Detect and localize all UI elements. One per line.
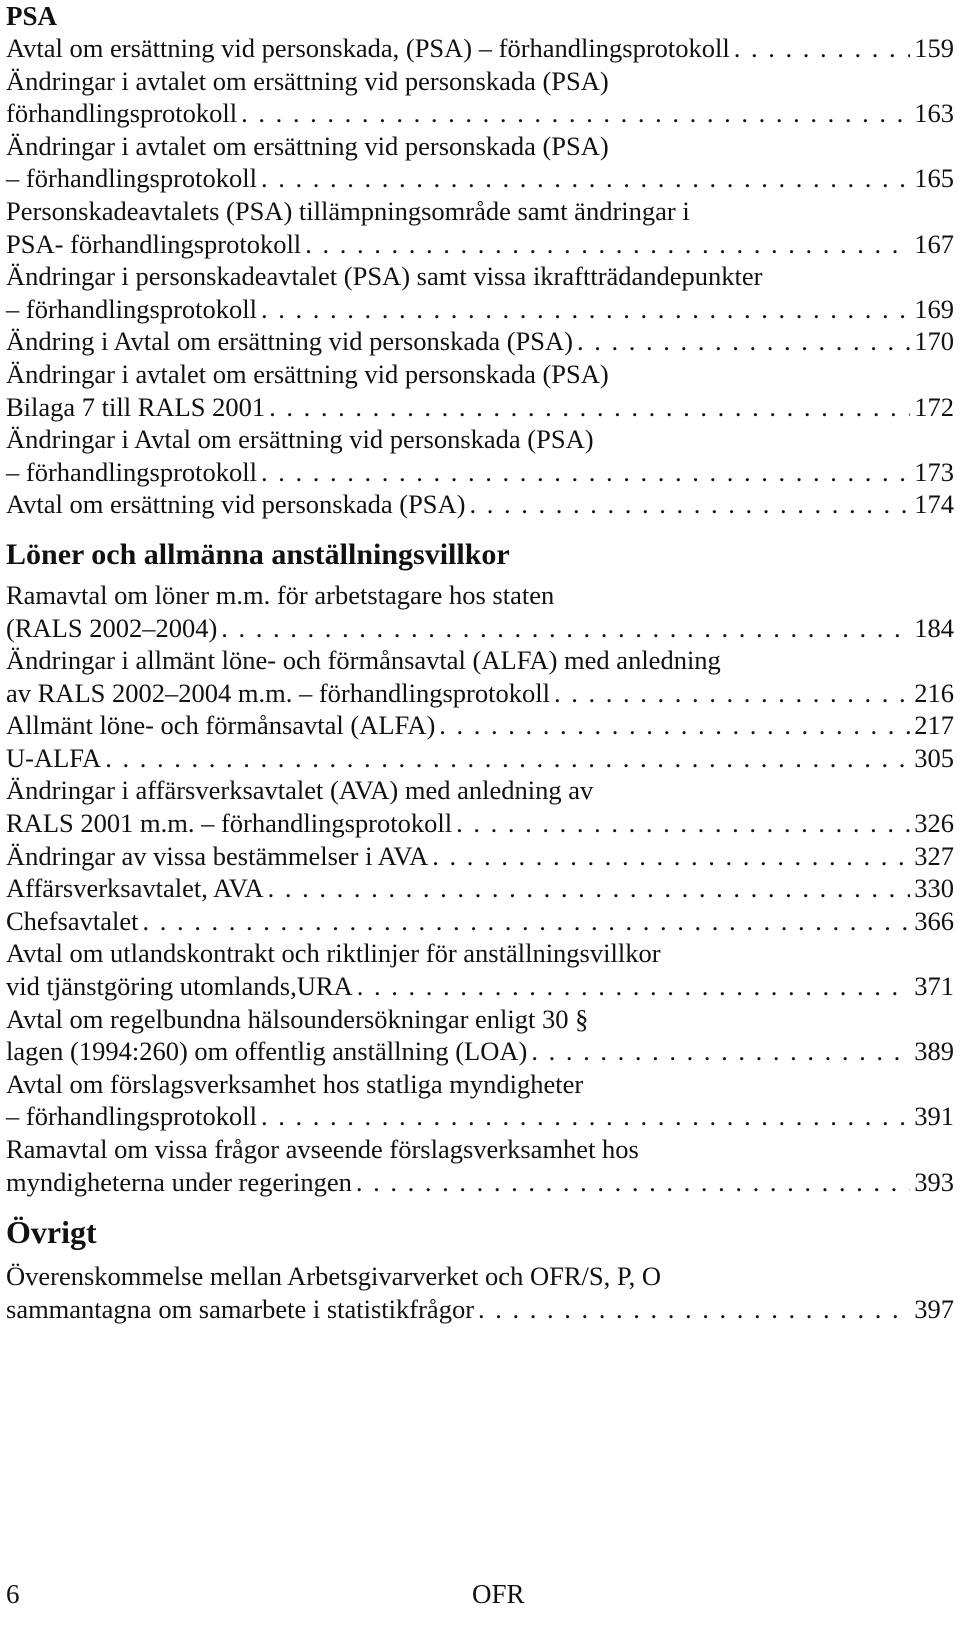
toc-page-number: 326 bbox=[914, 808, 954, 839]
dot-leader bbox=[734, 32, 911, 65]
toc-page-number: 159 bbox=[914, 33, 954, 63]
toc-entry-last-line bbox=[6, 1166, 954, 1199]
toc-entry-title: Avtal om ersättning vid personskada (PSA) bbox=[6, 489, 466, 520]
toc-entry-last-line bbox=[6, 1100, 954, 1133]
toc-entry-title: myndigheterna under regeringen bbox=[6, 1166, 352, 1197]
toc-entry bbox=[6, 1260, 954, 1325]
toc-entry bbox=[6, 358, 954, 423]
toc-entry-last-line bbox=[6, 456, 954, 489]
toc-page-number: 371 bbox=[914, 971, 954, 1002]
dot-leader bbox=[439, 709, 910, 742]
toc-entry bbox=[6, 325, 954, 358]
toc-entry-title: Bilaga 7 till RALS 2001 bbox=[6, 391, 266, 422]
toc-entry bbox=[6, 195, 954, 260]
toc-entry-title: – förhandlingsprotokoll bbox=[6, 293, 257, 324]
toc-entry-title: lagen (1994:260) om offentlig anställning (LOA) bbox=[6, 1036, 528, 1067]
dot-leader bbox=[261, 1100, 910, 1133]
dot-leader bbox=[261, 293, 910, 326]
footer-org: OFR bbox=[472, 1579, 525, 1609]
toc-page-number: 165 bbox=[914, 163, 954, 194]
toc-entry-last-line bbox=[6, 970, 954, 1003]
dot-leader bbox=[142, 905, 910, 938]
dot-leader bbox=[531, 1035, 910, 1068]
toc-entry-last-line bbox=[6, 905, 954, 938]
toc-entry-last-line bbox=[6, 709, 954, 742]
toc-entry-last-line bbox=[6, 1293, 954, 1326]
toc-entry-title: vid tjänstgöring utomlands,URA bbox=[6, 971, 353, 1002]
toc-entry bbox=[6, 423, 954, 488]
toc-entry bbox=[6, 937, 954, 1002]
toc-page-number: 397 bbox=[914, 1293, 954, 1324]
toc-entry bbox=[6, 905, 954, 938]
section-psa bbox=[6, 0, 954, 521]
section-title-ovrigt: Övrigt bbox=[6, 1214, 97, 1251]
toc-entry-title: Allmänt löne- och förmånsavtal (ALFA) bbox=[6, 710, 436, 741]
toc-entry-title-line: Överenskommelse mellan Arbetsgivarverket och OFR/S, P, O bbox=[6, 1261, 662, 1292]
toc-page-number: 366 bbox=[914, 905, 954, 936]
dot-leader bbox=[261, 456, 910, 489]
toc-entry bbox=[6, 742, 954, 775]
section-entries-loner bbox=[6, 579, 954, 1198]
toc-page-number: 174 bbox=[914, 489, 954, 520]
toc-page-number: 172 bbox=[914, 391, 954, 422]
toc-entry-title: – förhandlingsprotokoll bbox=[6, 1101, 257, 1132]
dot-leader bbox=[478, 1293, 910, 1326]
toc-page-number: 167 bbox=[914, 228, 954, 259]
dot-leader bbox=[268, 872, 911, 905]
toc-entry-last-line bbox=[6, 872, 954, 905]
table-of-contents bbox=[6, 0, 954, 1325]
toc-entry-title: U-ALFA bbox=[6, 742, 102, 773]
toc-entry-last-line bbox=[6, 488, 954, 521]
dot-leader bbox=[577, 325, 910, 358]
dot-leader bbox=[554, 677, 910, 710]
toc-entry-title-line: Ändringar i affärsverksavtalet (AVA) med anledning av bbox=[6, 775, 594, 806]
toc-entry-last-line bbox=[6, 293, 954, 326]
toc-entry-last-line bbox=[6, 32, 954, 65]
toc-page-number: 169 bbox=[914, 293, 954, 324]
toc-entry-title: RALS 2001 m.m. – förhandlingsprotokoll bbox=[6, 808, 453, 839]
toc-entry bbox=[6, 1133, 954, 1198]
toc-entry-title: Avtal om ersättning vid personskada, (PSA) – förhandlingsprotokoll bbox=[6, 33, 730, 63]
toc-entry bbox=[6, 32, 954, 65]
toc-page-number: 170 bbox=[914, 326, 954, 357]
toc-entry-last-line bbox=[6, 677, 954, 710]
section-ovrigt bbox=[6, 1210, 954, 1325]
toc-entry-title: förhandlingsprotokoll bbox=[6, 98, 238, 129]
toc-entry-title-line: Personskadeavtalets (PSA) tillämpningsområde samt ändringar i bbox=[6, 195, 690, 226]
toc-entry bbox=[6, 709, 954, 742]
dot-leader bbox=[105, 742, 910, 775]
toc-entry bbox=[6, 872, 954, 905]
dot-leader bbox=[269, 391, 910, 424]
toc-entry-title-line: Ändringar i Avtal om ersättning vid personskada (PSA) bbox=[6, 424, 594, 455]
toc-entry bbox=[6, 1068, 954, 1133]
toc-entry-last-line bbox=[6, 1035, 954, 1068]
toc-entry-title-line: Ändringar i personskadeavtalet (PSA) samt vissa ikraftträdandepunkter bbox=[6, 261, 763, 292]
dot-leader bbox=[356, 1166, 910, 1199]
toc-page-number: 389 bbox=[914, 1036, 954, 1067]
dot-leader bbox=[357, 970, 911, 1003]
toc-entry-last-line bbox=[6, 742, 954, 775]
toc-page-number: 327 bbox=[914, 840, 954, 871]
toc-page-number: 391 bbox=[914, 1101, 954, 1132]
toc-entry-title: av RALS 2002–2004 m.m. – förhandlingsprotokoll bbox=[6, 677, 550, 708]
toc-entry bbox=[6, 488, 954, 521]
footer-page-number: 6 bbox=[6, 1579, 20, 1609]
section-loner bbox=[6, 535, 954, 1198]
toc-page-number: 163 bbox=[914, 98, 954, 129]
toc-entry bbox=[6, 644, 954, 709]
dot-leader bbox=[221, 612, 910, 645]
toc-entry-title-line: Ändringar i avtalet om ersättning vid personskada (PSA) bbox=[6, 65, 609, 96]
toc-page-number: 330 bbox=[914, 873, 954, 904]
toc-entry-last-line bbox=[6, 391, 954, 424]
toc-page-number: 216 bbox=[914, 677, 954, 708]
toc-entry-title-line: Avtal om utlandskontrakt och riktlinjer för anställningsvillkor bbox=[6, 938, 661, 969]
toc-page-number: 393 bbox=[914, 1166, 954, 1197]
toc-page-number: 305 bbox=[914, 742, 954, 773]
toc-entry-last-line bbox=[6, 228, 954, 261]
toc-entry bbox=[6, 130, 954, 195]
toc-page-number: 184 bbox=[914, 612, 954, 643]
section-entries-ovrigt bbox=[6, 1260, 954, 1325]
section-title-psa: PSA bbox=[6, 1, 58, 31]
dot-leader bbox=[261, 162, 910, 195]
toc-entry-title: Chefsavtalet bbox=[6, 905, 139, 936]
toc-entry-title: Ändring i Avtal om ersättning vid personskada (PSA) bbox=[6, 326, 573, 357]
toc-entry-title: sammantagna om samarbete i statistikfrågor bbox=[6, 1293, 475, 1324]
toc-entry bbox=[6, 1003, 954, 1068]
toc-entry-title-line: Ramavtal om vissa frågor avseende förslagsverksamhet hos bbox=[6, 1134, 639, 1164]
dot-leader bbox=[456, 807, 910, 840]
toc-entry bbox=[6, 840, 954, 873]
toc-entry bbox=[6, 260, 954, 325]
toc-entry-title-line: Ändringar i avtalet om ersättning vid personskada (PSA) bbox=[6, 358, 609, 389]
toc-entry bbox=[6, 65, 954, 130]
toc-entry-last-line bbox=[6, 97, 954, 130]
toc-entry-title-line: Avtal om förslagsverksamhet hos statliga myndigheter bbox=[6, 1068, 584, 1099]
section-title-loner: Löner och allmänna anställningsvillkor bbox=[6, 537, 510, 571]
toc-entry bbox=[6, 774, 954, 839]
dot-leader bbox=[470, 488, 911, 521]
toc-page-number: 217 bbox=[914, 710, 954, 741]
toc-entry-title-line: Ändringar i avtalet om ersättning vid personskada (PSA) bbox=[6, 130, 609, 161]
toc-entry-title-line: Avtal om regelbundna hälsoundersökningar enligt 30 § bbox=[6, 1003, 589, 1034]
toc-entry-last-line bbox=[6, 807, 954, 840]
section-entries-psa bbox=[6, 32, 954, 521]
dot-leader bbox=[432, 840, 910, 873]
toc-page-number: 173 bbox=[914, 456, 954, 487]
toc-entry-title: PSA- förhandlingsprotokoll bbox=[6, 228, 302, 259]
dot-leader bbox=[241, 97, 910, 130]
toc-entry-title: Affärsverksavtalet, AVA bbox=[6, 873, 264, 904]
toc-entry-last-line bbox=[6, 162, 954, 195]
toc-entry-title-line: Ramavtal om löner m.m. för arbetstagare hos staten bbox=[6, 579, 555, 610]
toc-entry-title: – förhandlingsprotokoll bbox=[6, 456, 257, 487]
toc-entry-last-line bbox=[6, 840, 954, 873]
toc-entry-title-line: Ändringar i allmänt löne- och förmånsavtal (ALFA) med anledning bbox=[6, 645, 721, 676]
toc-entry bbox=[6, 579, 954, 644]
toc-entry-title: Ändringar av vissa bestämmelser i AVA bbox=[6, 840, 429, 871]
toc-entry-last-line bbox=[6, 612, 954, 645]
toc-entry-title: – förhandlingsprotokoll bbox=[6, 163, 257, 194]
toc-entry-title: (RALS 2002–2004) bbox=[6, 612, 218, 643]
dot-leader bbox=[305, 228, 910, 261]
toc-entry-last-line bbox=[6, 325, 954, 358]
